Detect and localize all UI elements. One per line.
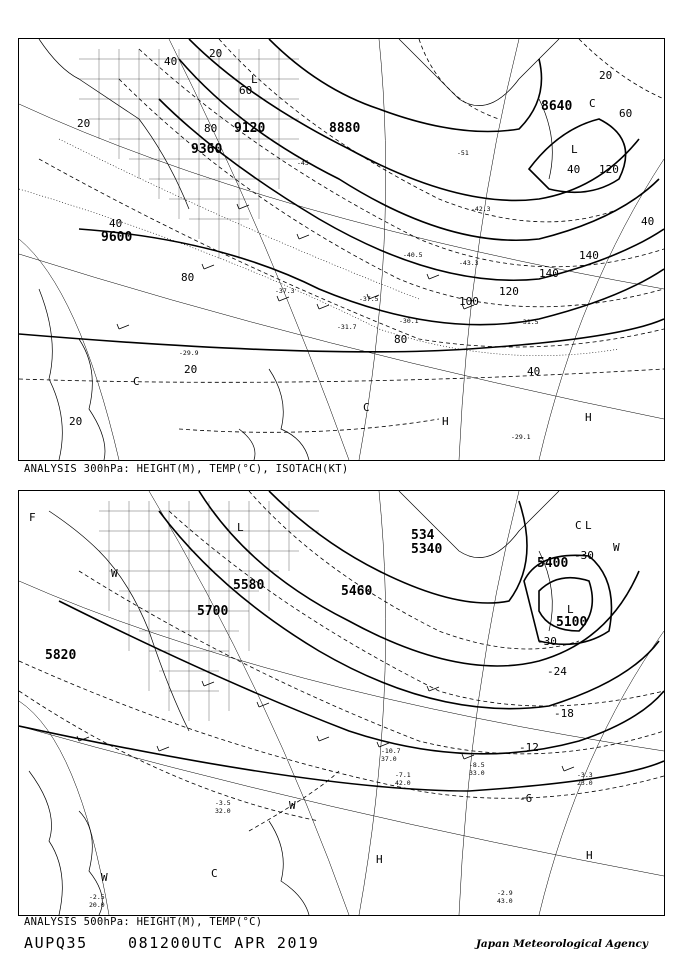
isotherm-label: -18 (554, 707, 574, 720)
station-temperature: -37.3 (275, 287, 295, 295)
station-dewpoint: 20.0 (89, 901, 105, 909)
height-label: 8880 (329, 121, 361, 136)
station-dewpoint: 37.0 (381, 755, 397, 763)
isotach-label: 80 (394, 333, 408, 346)
isotach-label: 20 (599, 69, 613, 82)
low-pressure-marker: L (585, 519, 592, 532)
wind-barbs (117, 204, 474, 329)
agency-name: Japan Meteorological Agency (475, 938, 648, 950)
isotach-label: 120 (499, 285, 519, 298)
coastlines (39, 39, 559, 460)
isotherm-label: -6 (519, 792, 533, 805)
isotherm-label: -30 (574, 549, 594, 562)
high-pressure-marker: H (585, 411, 592, 424)
station-temperature: -30.1 (399, 317, 419, 325)
product-code: AUPQ35 (24, 934, 88, 952)
station-dewpoint: 23.0 (577, 779, 593, 787)
height-label: 9600 (101, 230, 133, 245)
high-pressure-marker: H (376, 853, 383, 866)
height-label: 5340 (411, 542, 443, 557)
station-temperature: -29.9 (179, 349, 199, 357)
isotach-label: 80 (181, 271, 195, 284)
isotherm-lines (19, 491, 664, 831)
station-temperature: -3.5 (215, 799, 231, 807)
warm-marker: W (101, 871, 108, 884)
station-dewpoint: 42.0 (395, 779, 411, 787)
isotach-label: 20 (209, 47, 223, 60)
isotherm-label: -30 (537, 635, 557, 648)
isotherm-label: -12 (519, 741, 539, 754)
station-temperature: -45 (297, 159, 309, 167)
station-temperature: -37.5 (359, 295, 379, 303)
station-temperature: -31.5 (519, 318, 539, 326)
isotach-label: 100 (459, 295, 479, 308)
cold-marker: C (589, 97, 596, 110)
isotach-label: 140 (579, 249, 599, 262)
high-pressure-marker: H (442, 415, 449, 428)
station-dewpoint: 32.0 (215, 807, 231, 815)
isotach-label: 40 (164, 55, 178, 68)
low-pressure-marker: L (237, 521, 244, 534)
chart-500hpa-caption: ANALYSIS 500hPa: HEIGHT(M), TEMP(°C) (24, 916, 263, 928)
station-temperature: -3.3 (577, 771, 593, 779)
isotach-label: 60 (619, 107, 633, 120)
station-temperature: -7.1 (395, 771, 411, 779)
isotach-label: 40 (527, 365, 541, 378)
height-label: 534 (411, 528, 435, 543)
station-temperature: -31.7 (337, 323, 357, 331)
isotach-label: 40 (641, 215, 655, 228)
low-pressure-marker: L (571, 143, 578, 156)
low-pressure-marker: L (567, 603, 574, 616)
station-temperature: -2.5 (89, 893, 105, 901)
isotach-label: 20 (69, 415, 83, 428)
height-label: 5580 (233, 578, 265, 593)
isotach-label: 20 (77, 117, 91, 130)
isotach-label: 20 (184, 363, 198, 376)
high-pressure-marker: H (586, 849, 593, 862)
cold-marker: C (363, 401, 370, 414)
height-label: 5460 (341, 584, 373, 599)
cold-marker: C (211, 867, 218, 880)
station-temperature: -8.5 (469, 761, 485, 769)
cold-marker: C (133, 375, 140, 388)
station-temperature: -43.3 (459, 259, 479, 267)
station-temperature: -10.7 (381, 747, 401, 755)
station-temperature: -2.9 (497, 889, 513, 897)
isotach-label: 60 (239, 84, 253, 97)
isotach-label: 40 (567, 163, 581, 176)
chart-300hpa-map (19, 39, 664, 460)
height-contours (19, 39, 664, 352)
low-pressure-marker: L (251, 73, 258, 86)
height-label: 5700 (197, 604, 229, 619)
station-temperature: -40.5 (403, 251, 423, 259)
height-label: 5400 (537, 556, 569, 571)
coastlines (29, 491, 559, 915)
station-dewpoint: 43.0 (497, 897, 513, 905)
station-dewpoint: 33.0 (469, 769, 485, 777)
station-temperature: -51 (457, 149, 469, 157)
warm-marker: W (111, 567, 118, 580)
height-label: 5820 (45, 648, 77, 663)
height-contours (19, 491, 664, 791)
station-temperature: -42.3 (471, 205, 491, 213)
chart-500hpa (18, 490, 665, 916)
chart-500hpa-map (19, 491, 664, 915)
warm-marker: W (289, 799, 296, 812)
wind-barbs (77, 681, 574, 771)
height-label: 9360 (191, 142, 223, 157)
station-temperature: -29.1 (511, 433, 531, 441)
isotach-label: 140 (539, 267, 559, 280)
valid-time: 081200UTC APR 2019 (128, 934, 320, 952)
isotach-label: 40 (109, 217, 123, 230)
height-label: 8640 (541, 99, 573, 114)
warm-marker: W (613, 541, 620, 554)
isotach-label: 120 (599, 163, 619, 176)
isotach-label: 80 (204, 122, 218, 135)
cold-marker: C (575, 519, 582, 532)
chart-300hpa (18, 38, 665, 461)
isotherm-label: -24 (547, 665, 567, 678)
graticule-lines (19, 491, 664, 915)
height-label: 9120 (234, 121, 266, 136)
chart-300hpa-caption: ANALYSIS 300hPa: HEIGHT(M), TEMP(°C), ISOTACH(KT) (24, 463, 349, 475)
height-label: 5100 (556, 615, 588, 630)
front-marker: F (29, 511, 36, 524)
